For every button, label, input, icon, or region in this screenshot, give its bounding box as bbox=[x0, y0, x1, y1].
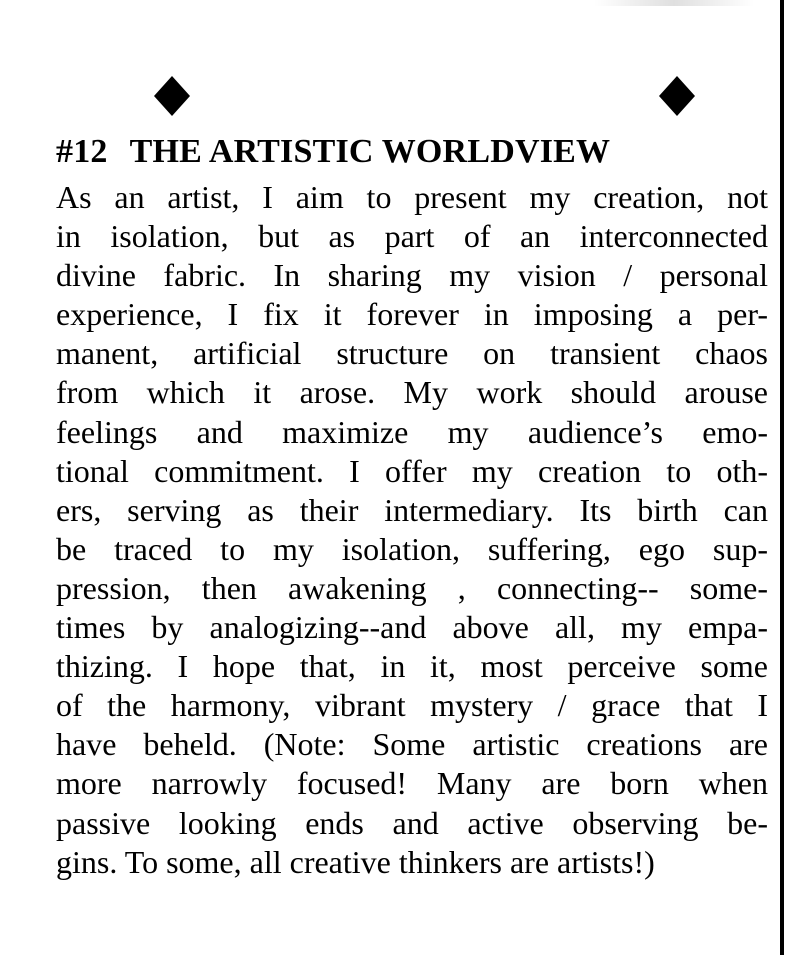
text-line: feelings and maximize my audience’s emo- bbox=[56, 413, 768, 450]
section-heading bbox=[56, 130, 776, 174]
page-border-line bbox=[780, 0, 784, 955]
text-line: times by analogizing--and above all, my empa- bbox=[56, 609, 768, 646]
text-line: As an artist, I aim to present my creation, not bbox=[56, 179, 768, 215]
text-line: manent, artificial structure on transient chaos bbox=[56, 335, 768, 372]
text-line: more narrowly focused! Many are born when bbox=[56, 765, 768, 802]
section-number: #12 bbox=[56, 133, 108, 170]
text-line: have beheld. (Note: Some artistic creations are bbox=[56, 726, 768, 763]
text-line: ers, serving as their intermediary. Its birth can bbox=[56, 491, 768, 528]
scan-smudge bbox=[594, 0, 754, 6]
text-line: of the harmony, vibrant mystery / grace that I bbox=[56, 687, 768, 724]
text-line: passive looking ends and active observing be- bbox=[56, 804, 768, 841]
body-paragraph bbox=[56, 178, 768, 882]
text-line: thizing. I hope that, in it, most perceive some bbox=[56, 648, 768, 685]
text-line: in isolation, but as part of an interconnected bbox=[56, 218, 768, 255]
section-title: THE ARTISTIC WORLDVIEW bbox=[129, 133, 611, 170]
diamond-icon bbox=[150, 74, 194, 118]
text-line: be traced to my isolation, suffering, ego sup- bbox=[56, 530, 768, 567]
text-line: divine fabric. In sharing my vision / personal bbox=[56, 257, 768, 294]
diamond-icon bbox=[655, 74, 699, 118]
text-line: from which it arose. My work should arouse bbox=[56, 374, 768, 411]
text-line: experience, I fix it forever in imposing a per- bbox=[56, 296, 768, 333]
text-line: gins. To some, all creative thinkers are artists!) bbox=[56, 843, 655, 880]
text-line: tional commitment. I offer my creation to oth- bbox=[56, 452, 768, 489]
text-line: pression, then awakening , connecting-- some- bbox=[56, 569, 768, 606]
